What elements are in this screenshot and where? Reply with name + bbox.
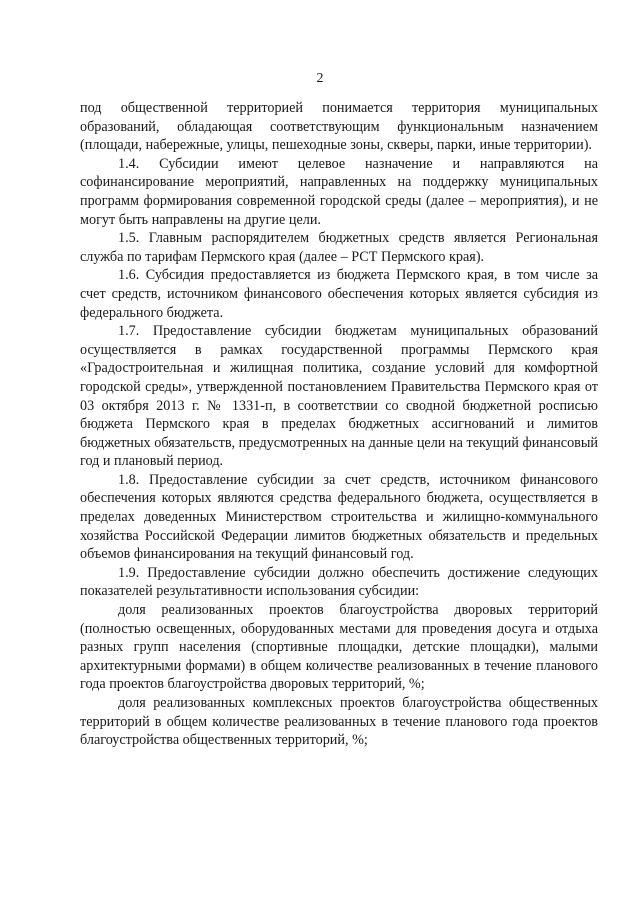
paragraph-1-7: 1.7. Предоставление субсидии бюджетам муниципальных образований осуществляется в рамках государственной программы Пермского края «Градостроительная и жилищная политика, создание условий для комфортной городской среды», утвержденной постановлением Правительства Пермского края от 03 октября 2013 г. № 1331-п, в соответствии со сводной бюджетной росписью бюджета Пермского края в пределах бюджетных ассигнований и лимитов бюджетных обязательств, предусмотренных на данные цели на текущий финансовый год и плановый период. — [80, 323, 598, 470]
document-body — [80, 99, 598, 750]
paragraph-1-6: 1.6. Субсидия предоставляется из бюджета Пермского края, в том числе за счет средств, источником финансового обеспечения которых является субсидия из федерального бюджета. — [80, 267, 598, 321]
paragraph-public-territory-definition: под общественной территорией понимается территория муниципальных образований, обладающая соответствующим функциональным назначением (площади, набережные, улицы, пешеходные зоны, скверы, парки, иные территории). — [80, 100, 598, 154]
paragraph-1-5: 1.5. Главным распорядителем бюджетных средств является Региональная служба по тарифам Пермского края (далее – РСТ Пермского края). — [80, 230, 598, 265]
paragraph-1-8: 1.8. Предоставление субсидии за счет средств, источником финансового обеспечения которых являются средства федерального бюджета, осуществляется в пределах доведенных Министерством строительства и жилищно-коммунального хозяйства Российской Федерации лимитов бюджетных обязательств и предельных объемов финансирования на текущий финансовый год. — [80, 471, 598, 563]
paragraph-1-4: 1.4. Субсидии имеют целевое назначение и направляются на софинансирование мероприятий, направленных на поддержку муниципальных программ формирования современной городской среды (далее – мероприятия), и не могут быть направлены на другие цели. — [80, 155, 598, 228]
page-number: 2 — [316, 71, 324, 86]
paragraph-indicator-courtyards: доля реализованных проектов благоустройства дворовых территорий (полностью освещенных, оборудованных местами для проведения досуга и отдыха разных групп населения (спортивные площадки, детские площадки), малыми архитектурными формами) в общем количестве реализованных в течение планового года проектов благоустройства дворовых территорий, %; — [80, 602, 598, 693]
paragraph-1-9: 1.9. Предоставление субсидии должно обеспечить достижение следующих показателей результативности использования субсидии: — [80, 564, 598, 600]
paragraph-indicator-public-territories: доля реализованных комплексных проектов благоустройства общественных территорий в общем количестве реализованных в течение планового года проектов благоустройства общественных территорий, %; — [80, 695, 598, 749]
